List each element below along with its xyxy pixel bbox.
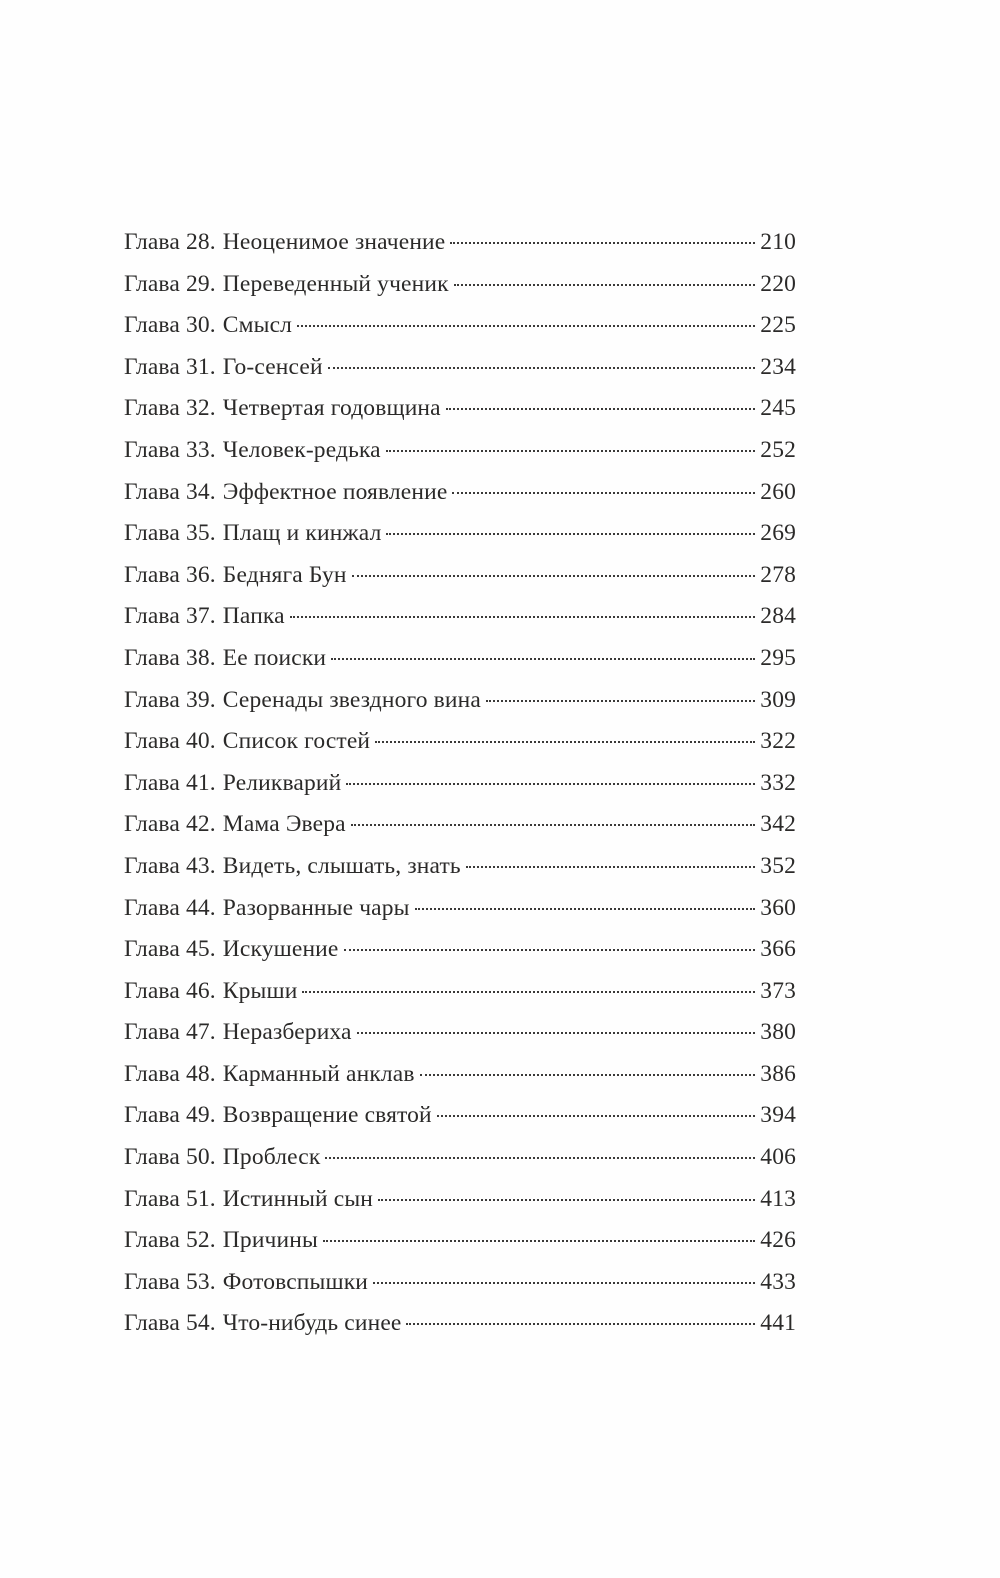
dot-leader [466,866,756,868]
toc-entry [124,430,796,472]
toc-entry [124,1179,796,1221]
chapter-number: Глава 34. [124,478,216,505]
page-number: 284 [760,603,796,630]
chapter-title: Реликварий [222,769,342,796]
toc-entry [124,1012,796,1054]
chapter-title: Карманный анклав [222,1060,415,1087]
page-number: 220 [760,270,796,297]
chapter-number: Глава 38. [124,644,216,671]
chapter-number: Глава 46. [124,977,216,1004]
chapter-number: Глава 43. [124,852,216,879]
page-number: 441 [760,1310,796,1337]
chapter-title: Четвертая годовщина [222,395,441,422]
page-number: 210 [760,229,796,255]
chapter-title: Го-сенсей [222,353,323,380]
page-number: 234 [760,353,796,380]
table-of-contents [124,222,796,1345]
page-number: 386 [760,1060,796,1087]
chapter-number: Глава 54. [124,1310,216,1337]
dot-leader [420,1074,756,1076]
dot-leader [357,1032,756,1034]
dot-leader [452,492,755,494]
chapter-number: Глава 52. [124,1227,216,1254]
toc-entry [124,763,796,805]
dot-leader [406,1323,755,1325]
dot-leader [346,783,755,785]
toc-entry [124,472,796,514]
chapter-title: Серенады звездного вина [222,686,481,713]
page-number: 433 [760,1268,796,1295]
dot-leader [446,408,756,410]
page-number: 322 [760,728,796,755]
toc-entry [124,222,796,264]
dot-leader [323,1240,755,1242]
toc-entry [124,513,796,555]
toc-entry [124,1054,796,1096]
page-number: 406 [760,1144,796,1171]
chapter-title: Мама Эвера [222,811,346,838]
chapter-number: Глава 53. [124,1268,216,1295]
chapter-number: Глава 48. [124,1060,216,1087]
page-number: 278 [760,561,796,588]
chapter-title: Плащ и кинжал [222,520,382,547]
dot-leader [325,1157,755,1159]
dot-leader [331,658,755,660]
toc-entry [124,1095,796,1137]
chapter-number: Глава 45. [124,936,216,963]
toc-entry [124,804,796,846]
toc-entry [124,846,796,888]
dot-leader [437,1115,756,1117]
toc-entry [124,347,796,389]
toc-entry [124,1262,796,1304]
page-number: 225 [760,312,796,339]
chapter-number: Глава 42. [124,811,216,838]
dot-leader [415,908,756,910]
chapter-number: Глава 29. [124,270,216,297]
dot-leader [450,242,755,244]
dot-leader [297,325,755,327]
toc-entry [124,971,796,1013]
page-number: 366 [760,936,796,963]
dot-leader [328,367,756,369]
page-number: 295 [760,644,796,671]
page-number: 394 [760,1102,796,1129]
toc-entry [124,1137,796,1179]
dot-leader [375,741,755,743]
chapter-title: Эффектное появление [222,478,448,505]
chapter-title: Смысл [222,312,293,339]
page-number: 245 [760,395,796,422]
toc-entry [124,264,796,306]
page-number: 373 [760,977,796,1004]
dot-leader [351,824,756,826]
chapter-title: Проблеск [222,1144,321,1171]
chapter-title: Папка [222,603,285,630]
chapter-title: Неразбериха [222,1019,352,1046]
toc-entry [124,555,796,597]
chapter-number: Глава 31. [124,353,216,380]
dot-leader [290,616,756,618]
chapter-title: Переведенный ученик [222,270,449,297]
page-number: 332 [760,769,796,796]
chapter-number: Глава 40. [124,728,216,755]
page-number: 260 [760,478,796,505]
page-number: 252 [760,436,796,463]
chapter-title: Что-нибудь синее [222,1310,402,1337]
chapter-title: Человек-редька [222,436,381,463]
dot-leader [386,533,755,535]
chapter-number: Глава 33. [124,436,216,463]
chapter-title: Фотовспышки [222,1268,369,1295]
dot-leader [302,991,755,993]
chapter-title: Ее поиски [222,644,327,671]
toc-entry [124,680,796,722]
dot-leader [378,1199,755,1201]
chapter-title: Крыши [222,977,298,1004]
chapter-number: Глава 41. [124,769,216,796]
chapter-number: Глава 39. [124,686,216,713]
chapter-title: Возвращение святой [222,1102,432,1129]
page-number: 413 [760,1185,796,1212]
chapter-title: Видеть, слышать, знать [222,852,461,879]
chapter-title: Искушение [222,936,339,963]
chapter-title: Список гостей [222,728,371,755]
page-number: 380 [760,1019,796,1046]
chapter-number: Глава 37. [124,603,216,630]
chapter-title: Бедняга Бун [222,561,347,588]
toc-entry [124,1220,796,1262]
chapter-title: Причины [222,1227,318,1254]
toc-entry [124,721,796,763]
chapter-title: Разорванные чары [222,894,410,921]
toc-entry [124,1303,796,1345]
chapter-number: Глава 51. [124,1185,216,1212]
chapter-number: Глава 36. [124,561,216,588]
chapter-number: Глава 32. [124,395,216,422]
dot-leader [486,700,755,702]
dot-leader [373,1282,755,1284]
toc-entry [124,596,796,638]
toc-entry [124,388,796,430]
page-number: 269 [760,520,796,547]
toc-entry [124,638,796,680]
chapter-title: Истинный сын [222,1185,374,1212]
dot-leader [454,284,756,286]
toc-entry [124,888,796,930]
chapter-number: Глава 30. [124,312,216,339]
page-number: 342 [760,811,796,838]
dot-leader [352,575,756,577]
page-number: 309 [760,686,796,713]
chapter-number: Глава 28. [124,229,216,255]
dot-leader [344,949,756,951]
page-number: 360 [760,894,796,921]
dot-leader [386,450,756,452]
chapter-number: Глава 50. [124,1144,216,1171]
page-number: 352 [760,852,796,879]
toc-entry [124,929,796,971]
chapter-number: Глава 35. [124,520,216,547]
chapter-number: Глава 44. [124,894,216,921]
chapter-number: Глава 47. [124,1019,216,1046]
toc-entry [124,305,796,347]
chapter-title: Неоценимое значение [222,229,446,255]
page-number: 426 [760,1227,796,1254]
chapter-number: Глава 49. [124,1102,216,1129]
